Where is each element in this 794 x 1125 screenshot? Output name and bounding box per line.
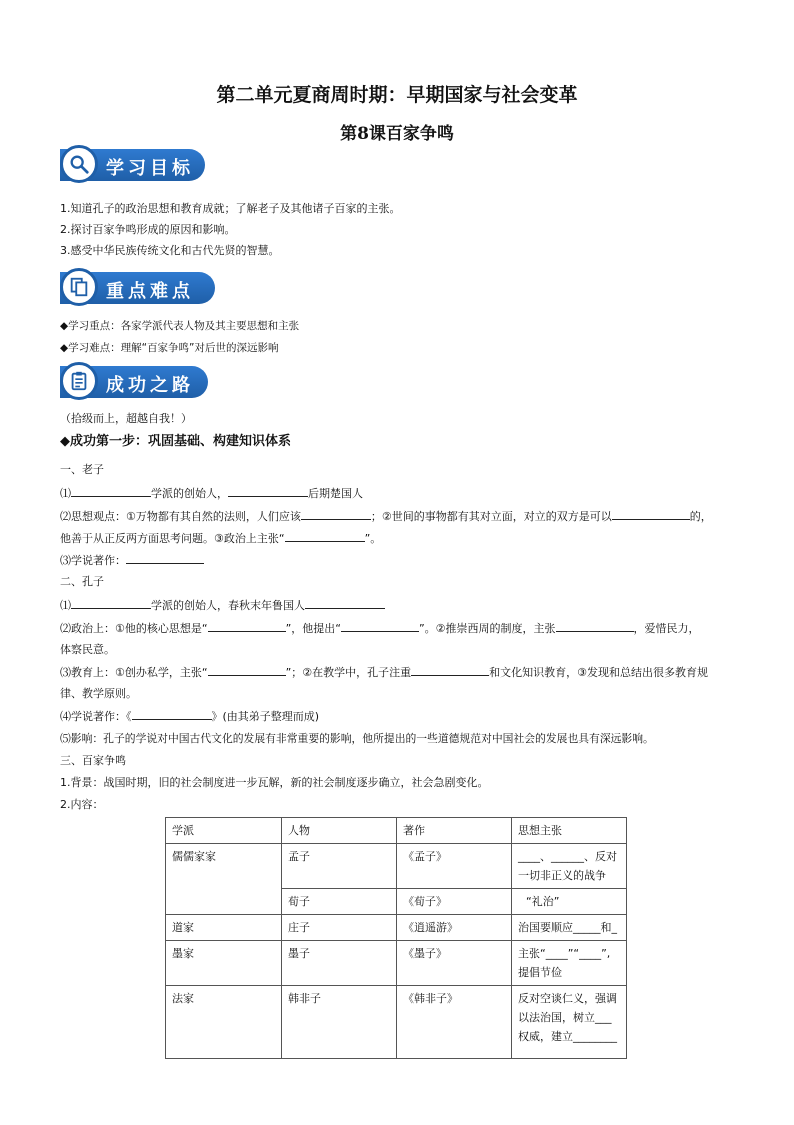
fill-blank[interactable] xyxy=(285,530,365,542)
person-cell: 墨子 xyxy=(282,941,397,986)
idea-cell[interactable]: 主张“____”“____”, 提倡节俭 xyxy=(512,941,627,986)
idea-cell: “礼治” xyxy=(512,889,627,915)
header-cell: 著作 xyxy=(397,818,512,844)
work-cell: 《墨子》 xyxy=(397,941,512,986)
person-cell: 韩非子 xyxy=(282,986,397,1059)
baijia-content: 2.内容： xyxy=(60,798,104,811)
goal-item: 3.感受中华民族传统文化和古代先贤的智慧。 xyxy=(60,244,280,257)
fill-blank[interactable] xyxy=(411,664,489,676)
banner-label: 学习目标 xyxy=(106,158,194,179)
baijia-background: 1.背景：战国时期，旧的社会制度进一步瓦解，新的社会制度逐步确立，社会急剧变化。 xyxy=(60,776,489,789)
header-cell: 人物 xyxy=(282,818,397,844)
school-cell: 墨家 xyxy=(166,941,282,986)
work-cell: 《荀子》 xyxy=(397,889,512,915)
school-cell: 儒儒家家 xyxy=(166,844,282,915)
fill-blank[interactable] xyxy=(208,620,286,632)
fill-blank[interactable] xyxy=(305,597,385,609)
table-row xyxy=(166,941,627,986)
kongzi-line-6: ⑷学说著作：《 》(由其弟子整理而成) xyxy=(60,710,320,723)
work-cell: 《孟子》 xyxy=(397,844,512,889)
fill-blank[interactable] xyxy=(341,620,419,632)
person-cell: 孟子 xyxy=(282,844,397,889)
person-cell: 庄子 xyxy=(282,915,397,941)
laozi-line-2: ⑵思想观点：①万物都有其自然的法则，人们应该 ；②世间的事物都有其对立面，对立的双方是可以 的， xyxy=(60,510,712,523)
unit-title: 第二单元夏商周时期：早期国家与社会变革 xyxy=(216,84,578,106)
lesson-title: 第8课百家争鸣 xyxy=(340,124,454,144)
kongzi-line-3: 体察民意。 xyxy=(60,643,115,656)
section-heading-kongzi: 二、孔子 xyxy=(60,575,104,588)
banner-path-to-success xyxy=(60,362,208,402)
table-header-row xyxy=(166,818,627,844)
kongzi-line-4: ⑶教育上：①创办私学，主张“ ”；②在教学中，孔子注重 和文化知识教育，③发现和总结出很多教育规 xyxy=(60,666,708,679)
laozi-line-3: 他善于从正反两方面思考问题。③政治上主张“ ”。 xyxy=(60,532,382,545)
fill-blank[interactable] xyxy=(556,620,634,632)
idea-cell[interactable]: 反对空谈仁义，强调 以法治国，树立___ 权威，建立________ xyxy=(512,986,627,1059)
kongzi-line-2: ⑵政治上：①他的核心思想是“ ”，他提出“ ”。②推崇西周的制度，主张 ，爱惜民力， xyxy=(60,622,700,635)
idea-cell[interactable]: 治国要顺应_____和_ xyxy=(512,915,627,941)
work-cell: 《逍遥游》 xyxy=(397,915,512,941)
fill-blank[interactable] xyxy=(71,485,151,497)
header-cell: 思想主张 xyxy=(512,818,627,844)
schools-table xyxy=(165,817,627,1059)
fill-blank[interactable] xyxy=(612,508,690,520)
laozi-line-4: ⑶学说著作： xyxy=(60,552,204,568)
fill-blank[interactable] xyxy=(71,597,151,609)
goal-item: 2.探讨百家争鸣形成的原因和影响。 xyxy=(60,223,236,236)
motto: （拾级而上，超越自我！） xyxy=(60,412,192,425)
kongzi-line-5: 律、教学原则。 xyxy=(60,687,137,700)
idea-cell[interactable]: ____、______、反对 一切非正义的战争 xyxy=(512,844,627,889)
key-point-focus: ◆学习重点：各家学派代表人物及其主要思想和主张 xyxy=(60,320,300,332)
school-cell: 法家 xyxy=(166,986,282,1059)
documents-icon xyxy=(60,268,98,306)
goal-item: 1.知道孔子的政治思想和教育成就；了解老子及其他诸子百家的主张。 xyxy=(60,202,401,215)
clipboard-icon xyxy=(60,362,98,400)
kongzi-line-7: ⑸影响：孔子的学说对中国古代文化的发展有非常重要的影响，他所提出的一些道德规范对中国社会的发展也具有深远影响。 xyxy=(60,732,654,745)
kongzi-line-1: ⑴ 学派的创始人，春秋末年鲁国人 xyxy=(60,597,385,613)
section-heading-baijia: 三、百家争鸣 xyxy=(60,754,126,767)
banner-learning-goals xyxy=(60,145,205,185)
table-row xyxy=(166,986,627,1059)
table-row xyxy=(166,844,627,889)
fill-blank[interactable] xyxy=(126,552,204,564)
banner-key-points xyxy=(60,268,215,308)
fill-blank[interactable] xyxy=(132,708,212,720)
school-cell: 道家 xyxy=(166,915,282,941)
fill-blank[interactable] xyxy=(208,664,286,676)
section-heading-laozi: 一、老子 xyxy=(60,463,104,476)
fill-blank[interactable] xyxy=(228,485,308,497)
header-cell: 学派 xyxy=(166,818,282,844)
banner-label: 成功之路 xyxy=(106,375,194,396)
step-one-heading: ◆成功第一步：巩固基础、构建知识体系 xyxy=(60,434,291,449)
table-row xyxy=(166,915,627,941)
magnifier-icon xyxy=(60,145,98,183)
work-cell: 《韩非子》 xyxy=(397,986,512,1059)
fill-blank[interactable] xyxy=(301,508,371,520)
person-cell: 荀子 xyxy=(282,889,397,915)
banner-label: 重点难点 xyxy=(106,281,194,302)
key-point-difficulty: ◆学习难点：理解“百家争鸣”对后世的深远影响 xyxy=(60,342,279,354)
laozi-line-1: ⑴ 学派的创始人， 后期楚国人 xyxy=(60,487,363,500)
